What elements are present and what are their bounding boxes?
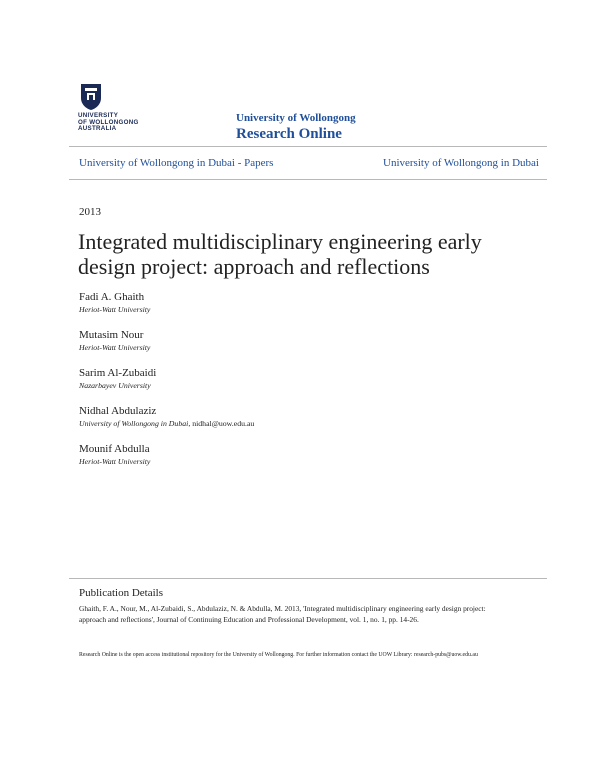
author-affiliation — [79, 380, 519, 391]
author-name: Mutasim Nour — [79, 329, 144, 341]
collection-papers-link[interactable]: University of Wollongong in Dubai - Papers — [79, 157, 274, 169]
author-affiliation — [79, 304, 519, 315]
logo-text-line: AUSTRALIA — [78, 125, 117, 133]
university-logo — [78, 83, 148, 139]
logo-text — [78, 113, 139, 133]
publication-details-heading: Publication Details — [79, 587, 164, 599]
author-affiliation-link[interactable]: Heriot-Watt University — [79, 457, 151, 466]
author-email: , nidhal@uow.edu.au — [188, 419, 255, 428]
author-name: Fadi A. Ghaith — [79, 291, 145, 303]
publication-divider — [69, 578, 547, 579]
author-entry — [79, 442, 519, 480]
logo-text-line: OF WOLLONGONG — [78, 118, 139, 126]
header-divider-top — [69, 146, 547, 147]
repository-name: Research Online — [236, 126, 342, 142]
collection-dubai-link[interactable]: University of Wollongong in Dubai — [383, 157, 539, 169]
publication-details-text: Ghaith, F. A., Nour, M., Al-Zubaidi, S., Abdulaziz, N. & Abdulla, M. 2013, 'Integrated multidisciplinary engineering early design project: approach and reflections', Journal of Continuing Education and Professional Development, vol. 1, no. 1, pp. 14-26. — [79, 604, 486, 624]
author-affiliation-link[interactable]: Heriot-Watt University — [79, 305, 151, 314]
author-affiliation — [79, 418, 519, 429]
author-entry — [79, 404, 519, 442]
logo-text-line: UNIVERSITY — [78, 112, 119, 119]
author-list — [79, 290, 519, 480]
university-crest-icon — [80, 83, 102, 111]
paper-title: Integrated multidisciplinary engineering early design project: approach and reflections — [78, 229, 482, 279]
author-affiliation-link[interactable]: Heriot-Watt University — [79, 343, 151, 352]
author-name: Nidhal Abdulaziz — [79, 405, 157, 417]
author-affiliation-link[interactable]: University of Wollongong in Dubai — [79, 419, 189, 428]
author-affiliation — [79, 342, 519, 353]
author-entry — [79, 290, 519, 328]
publication-year: 2013 — [79, 206, 101, 218]
header-divider-bottom — [69, 179, 547, 180]
author-affiliation-link[interactable]: Nazarbayev University — [79, 381, 151, 390]
repository-heading — [236, 111, 356, 143]
author-entry — [79, 366, 519, 404]
author-name: Mounif Abdulla — [79, 443, 150, 455]
repository-footer-note: Research Online is the open access institutional repository for the University of Wollongong. For further information contact the UOW Library: research-pubs@uow.edu.au — [79, 652, 478, 658]
author-entry — [79, 328, 519, 366]
author-affiliation — [79, 456, 519, 467]
author-name: Sarim Al-Zubaidi — [79, 367, 157, 379]
repository-university: University of Wollongong — [236, 112, 356, 124]
